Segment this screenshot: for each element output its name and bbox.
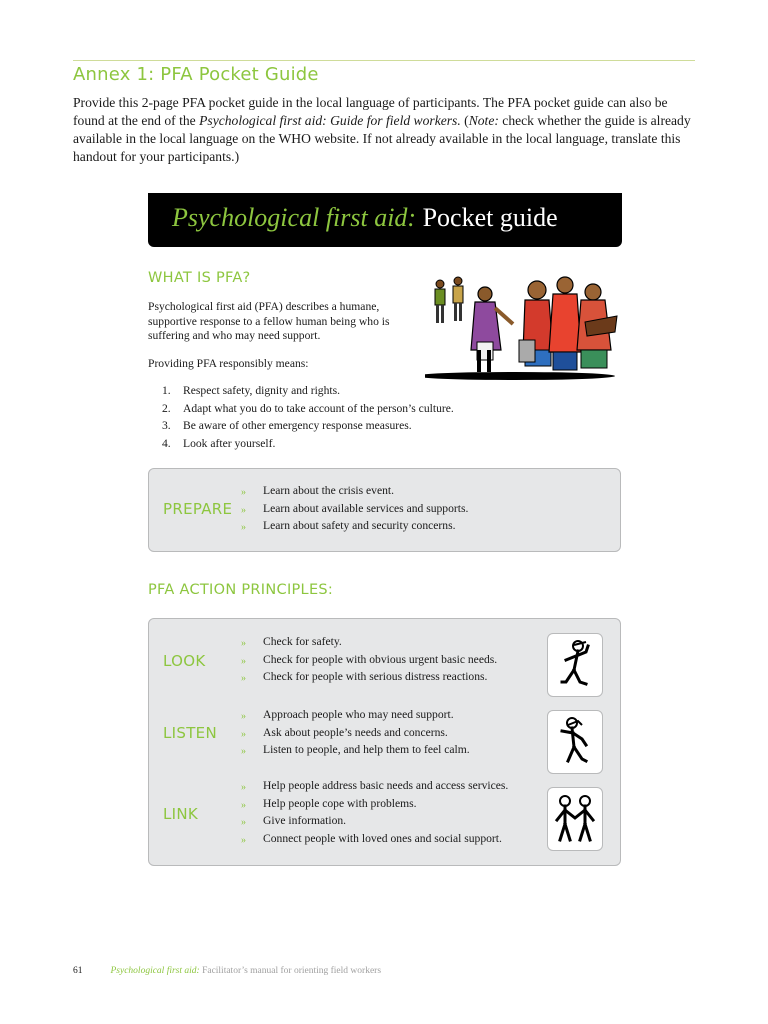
principles-panel (148, 618, 621, 866)
helper-figure (471, 287, 513, 372)
intro-text-1: Provide this 2-page PFA pocket guide in the local language of participants. The PFA pocket guide can also be found at the end of the (73, 95, 668, 128)
chevron-bullet-icon: » (241, 728, 246, 740)
list-item: » Learn about available services and supports. (241, 502, 468, 520)
chevron-bullet-icon: » (241, 522, 246, 533)
people-illustration (425, 272, 620, 382)
chevron-bullet-icon: » (241, 782, 246, 793)
prepare-list (241, 484, 468, 537)
pfa-description: Psychological first aid (PFA) describes a humane, supportive response to a fellow human being who is suffering and who may need support. (148, 300, 390, 342)
action-principles-heading: PFA ACTION PRINCIPLES: (148, 582, 334, 598)
list-item: » Learn about the crisis event. (241, 484, 468, 502)
pfa-means-list (148, 384, 454, 454)
chevron-bullet-icon: » (241, 673, 246, 684)
banner-green-text: Psychological first aid: (172, 203, 417, 232)
look-label: LOOK (163, 652, 206, 670)
pocket-guide-banner (148, 193, 622, 247)
listen-list (241, 708, 470, 761)
chevron-bullet-icon: » (241, 711, 246, 722)
listen-figure-icon (547, 710, 603, 774)
listen-label: LISTEN (163, 724, 217, 742)
intro-paragraph (73, 94, 693, 166)
pfa-means-intro: Providing PFA responsibly means: (148, 357, 309, 370)
chevron-bullet-icon: » (241, 746, 246, 757)
list-item: 4. Look after yourself. (162, 436, 276, 450)
intro-note-label: Note: (468, 113, 499, 128)
page-footer (73, 966, 381, 976)
top-rule (73, 60, 695, 61)
annex-title: Annex 1: PFA Pocket Guide (73, 64, 319, 85)
link-label: LINK (163, 805, 199, 823)
chevron-bullet-icon: » (241, 655, 246, 667)
footer-green-text: Psychological first aid: (110, 966, 200, 976)
intro-guide-title: Psychological first aid: Guide for field workers. (199, 113, 461, 128)
prepare-label: PREPARE (163, 500, 233, 518)
list-item: » Help people cope with problems. (241, 797, 508, 815)
prepare-panel (148, 468, 621, 552)
list-item: » Listen to people, and help them to feel calm. (241, 743, 470, 761)
chevron-bullet-icon: » (241, 487, 246, 498)
link-figures-icon (547, 787, 603, 851)
intro-text-2: ( (460, 113, 469, 128)
list-item: » Ask about people’s needs and concerns. (241, 726, 470, 744)
list-item: 1. Respect safety, dignity and rights. (162, 384, 341, 397)
chevron-bullet-icon: » (241, 817, 246, 828)
list-item: » Connect people with loved ones and social support. (241, 832, 508, 850)
list-item: 3. Be aware of other emergency response measures. (162, 419, 412, 432)
what-is-pfa-heading: WHAT IS PFA? (148, 270, 251, 286)
banner-title (172, 203, 558, 233)
list-item: » Give information. (241, 814, 508, 832)
page-number: 61 (73, 966, 83, 976)
banner-white-text: Pocket guide (422, 203, 558, 232)
list-item: » Check for safety. (241, 635, 497, 653)
bg-figure-2 (453, 277, 463, 321)
link-list (241, 779, 508, 849)
list-item: » Check for people with serious distress reactions. (241, 670, 497, 688)
chevron-bullet-icon: » (241, 504, 246, 516)
chevron-bullet-icon: » (241, 834, 246, 846)
list-item: » Learn about safety and security concerns. (241, 519, 468, 537)
footer-grey-text: Facilitator’s manual for orienting field workers (199, 966, 382, 976)
chevron-bullet-icon: » (241, 799, 246, 811)
bg-figure-1 (435, 280, 445, 323)
list-item: » Help people address basic needs and access services. (241, 779, 508, 797)
look-figure-icon (547, 633, 603, 697)
list-item: 2. Adapt what you do to take account of the person’s culture. (162, 401, 454, 415)
list-item: » Check for people with obvious urgent basic needs. (241, 653, 497, 671)
intro-text-3: check whether the guide is already available in the local language on the WHO website. If not already available in the local language, translate this handout for your participants.) (73, 113, 691, 164)
group-figures (519, 277, 617, 370)
list-item: » Approach people who may need support. (241, 708, 470, 726)
chevron-bullet-icon: » (241, 638, 246, 649)
look-list (241, 635, 497, 688)
